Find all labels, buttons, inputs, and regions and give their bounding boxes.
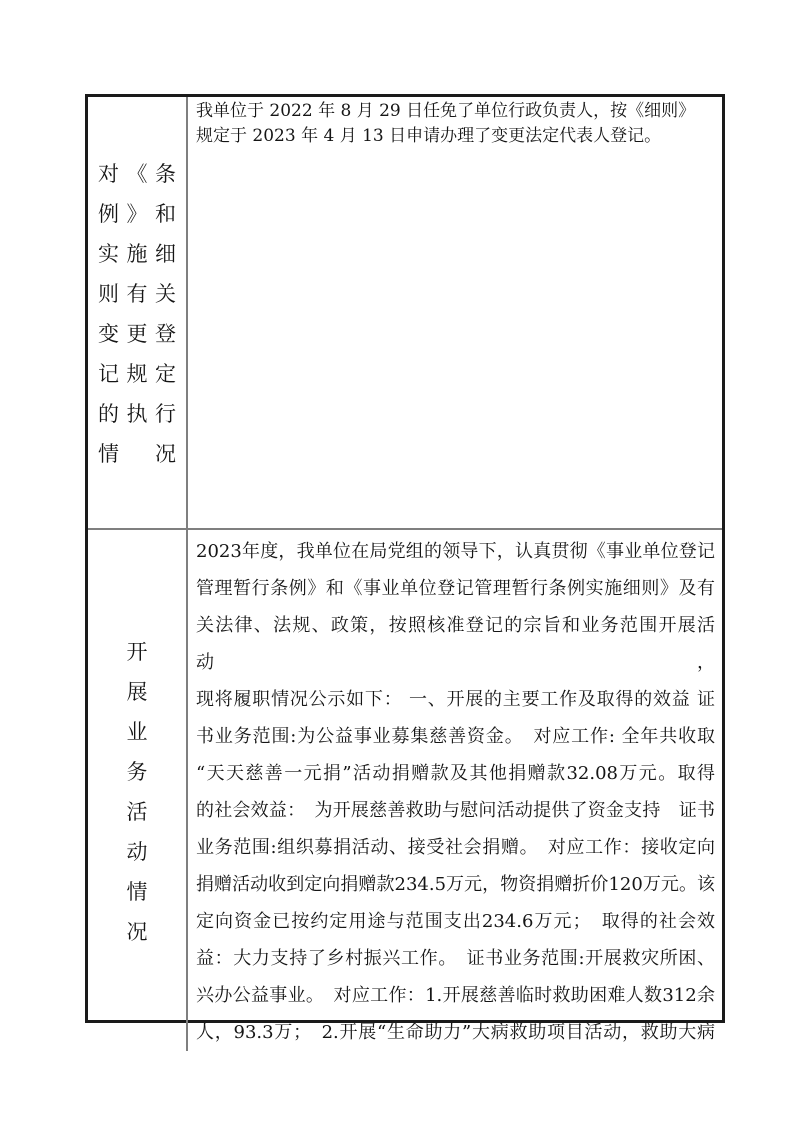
content-text-line: 益：大力支持了乡村振兴工作。 证书业务范围:开展救灾所困、 — [196, 948, 715, 969]
content-text-line: 书业务范围:为公益事业募集慈善资金。 对应工作: 全年共收取 — [196, 726, 715, 747]
content-text-line: 定向资金已按约定用途与范围支出234.6万元； 取得的社会效 — [196, 911, 715, 932]
row-label-regulation-change-registration — [88, 97, 188, 530]
content-text-line: 业务范围:组织募捐活动、接受社会捐赠。 对应工作：接收定向 — [196, 837, 715, 858]
label-char: 细 — [155, 241, 176, 266]
label-char: 》 — [126, 201, 148, 226]
label-char: 则 — [98, 281, 119, 306]
label-char: 条 — [155, 161, 176, 186]
row-label-line — [98, 911, 176, 951]
label-char: 实 — [98, 241, 119, 266]
label-char: 和 — [155, 201, 176, 226]
label-char: 况 — [126, 919, 148, 944]
label-char: 例 — [98, 201, 119, 226]
content-text-line: “天天慈善一元捐”活动捐赠款及其他捐赠款32.08万元。取得 — [196, 763, 715, 784]
label-char: 的 — [98, 401, 119, 426]
label-char: 展 — [126, 679, 148, 704]
label-char: 情 — [98, 441, 119, 466]
label-char: 务 — [126, 759, 148, 784]
label-char: 《 — [126, 161, 148, 186]
content-text-line: 2023年度，我单位在局党组的领导下，认真贯彻《事业单位登记 — [196, 541, 715, 562]
row-label-line — [98, 871, 176, 911]
label-char: 对 — [98, 161, 119, 186]
row-label-line — [98, 671, 176, 711]
row-label-line — [98, 711, 176, 751]
row-label-line — [98, 273, 176, 313]
row-label-line — [98, 631, 176, 671]
row-label-line — [98, 831, 176, 871]
row-label-line — [98, 353, 176, 393]
content-text-line: 现将履职情况公示如下： 一、开展的主要工作及取得的效益 证 — [196, 689, 715, 710]
label-char: 行 — [155, 401, 176, 426]
label-char: 变 — [98, 321, 119, 346]
label-char: 开 — [126, 639, 148, 664]
label-char: 业 — [126, 719, 148, 744]
row-label-line — [98, 433, 176, 473]
row-label-business-activities — [88, 530, 188, 1051]
row-label-line — [98, 153, 176, 193]
row-content-business-activities — [188, 530, 722, 1051]
label-char: 记 — [98, 361, 119, 386]
label-char: 情 — [126, 879, 148, 904]
label-char: 有 — [126, 281, 148, 306]
label-char: 活 — [126, 799, 148, 824]
label-char: 定 — [155, 361, 176, 386]
content-text-line: 兴办公益事业。 对应工作：1.开展慈善临时救助困难人数312余 — [196, 985, 715, 1006]
content-text-line: 管理暂行条例》和《事业单位登记管理暂行条例实施细则》及有 — [196, 578, 715, 599]
content-text-line: 规定于 2023 年 4 月 13 日申请办理了变更法定代表人登记。 — [196, 126, 662, 146]
row-label-line — [98, 233, 176, 273]
row-label-line — [98, 313, 176, 353]
label-char: 更 — [126, 321, 148, 346]
row-label-line — [98, 193, 176, 233]
content-text-line: 人，93.3万； 2.开展“生命助力”大病救助项目活动，救助大病 — [196, 1022, 715, 1043]
label-char: 规 — [126, 361, 148, 386]
label-char: 动 — [126, 839, 148, 864]
content-text-line: 关法律、法规、政策，按照核准登记的宗旨和业务范围开展活动， — [196, 615, 715, 673]
label-char: 关 — [155, 281, 176, 306]
label-char: 登 — [155, 321, 176, 346]
row-label-line — [98, 751, 176, 791]
label-char: 况 — [155, 441, 176, 466]
content-text-line: 我单位于 2022 年 8 月 29 日任免了单位行政负责人，按《细则》 — [196, 101, 696, 121]
row-content-regulation-change-registration — [188, 97, 722, 530]
row-label-line — [98, 791, 176, 831]
report-table — [85, 94, 725, 1043]
content-text-line: 捐赠活动收到定向捐赠款234.5万元，物资捐赠折价120万元。该 — [196, 874, 715, 895]
label-char: 施 — [126, 241, 148, 266]
row-label-line — [98, 393, 176, 433]
label-char: 执 — [126, 401, 148, 426]
content-text-line: 的社会效益： 为开展慈善救助与慰问活动提供了资金支持 证书 — [196, 800, 715, 821]
